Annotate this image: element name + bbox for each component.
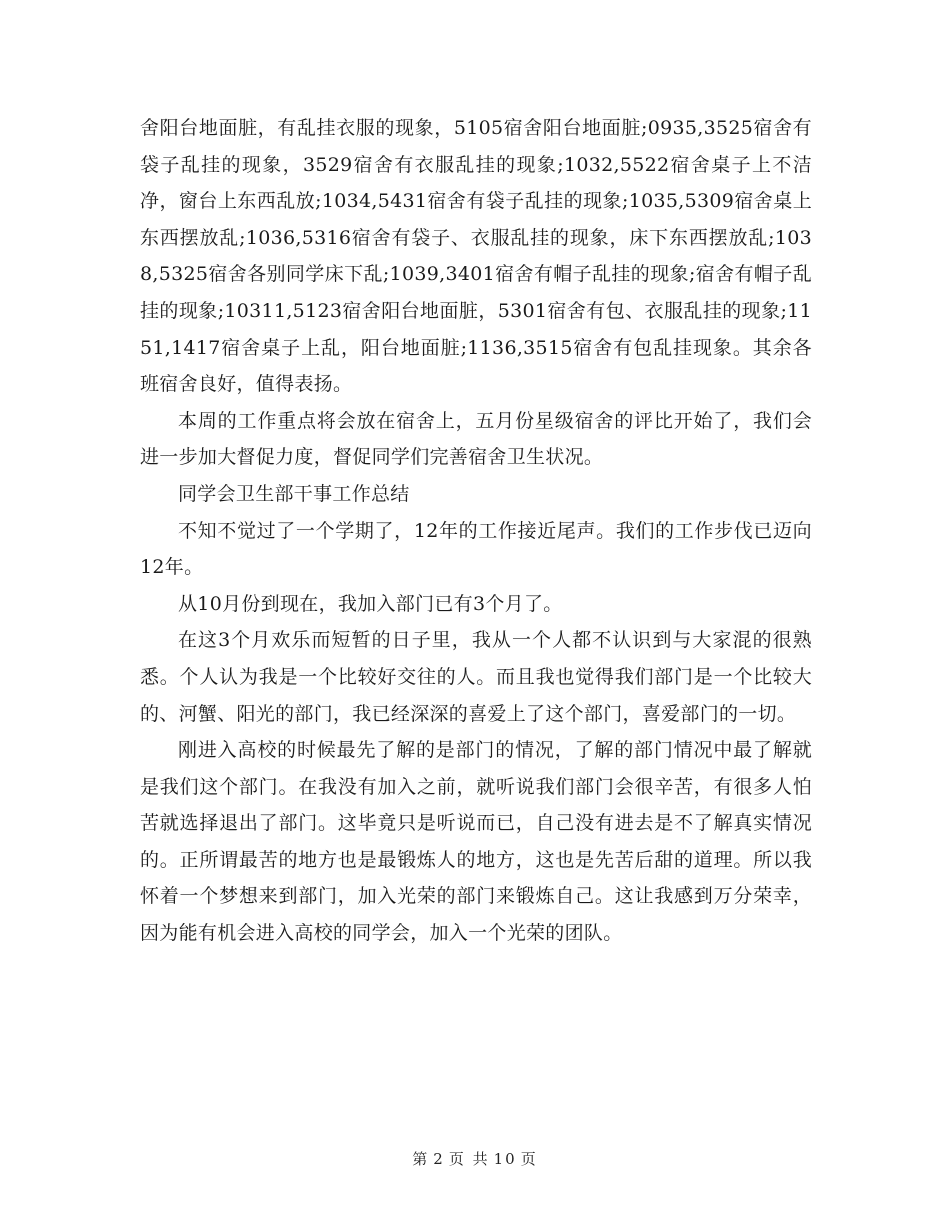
- paragraph-5: 在这3个月欢乐而短暂的日子里，我从一个人都不认识到与大家混的很熟悉。个人认为我是一个比较好交往的人。而且我也觉得我们部门是一个比较大的、河蟹、阳光的部门，我已经深深的喜爱上了这个部门，喜爱部门的一切。: [140, 629, 812, 725]
- footer-middle: 页 共: [448, 1150, 490, 1168]
- section-heading: 同学会卫生部干事工作总结: [178, 482, 410, 505]
- paragraph-1: 舍阳台地面脏，有乱挂衣服的现象，5105宿舍阳台地面脏;0935,3525宿舍有袋子乱挂的现象，3529宿舍有衣服乱挂的现象;1032,5522宿舍桌子上不洁净，窗台上东西乱放;1034,5431宿舍有袋子乱挂的现象;1035,5309宿舍桌上东西摆放乱;1036,5316宿舍有袋子、衣服乱挂的现象，床下东西摆放乱;1038,5325宿舍各别同学床下乱;1039,3401宿舍有帽子乱挂的现象;宿舍有帽子乱挂的现象;10311,5123宿舍阳台地面脏，5301宿舍有包、衣服乱挂的现象;1151,1417宿舍桌子上乱，阳台地面脏;1136,3515宿舍有包乱挂现象。其余各班宿舍良好，值得表扬。: [140, 117, 812, 396]
- footer-total-pages: 10: [493, 1150, 517, 1168]
- footer-prefix: 第: [412, 1150, 430, 1168]
- footer-current-page: 2: [433, 1150, 445, 1168]
- paragraph-4: 从10月份到现在，我加入部门已有3个月了。: [178, 592, 563, 615]
- document-body: [140, 110, 812, 952]
- paragraph-6: 刚进入高校的时候最先了解的是部门的情况，了解的部门情况中最了解就是我们这个部门。在我没有加入之前，就听说我们部门会很辛苦，有很多人怕苦就选择退出了部门。这毕竟只是听说而已，自己没有进去是不了解真实情况的。正所谓最苦的地方也是最锻炼人的地方，这也是先苦后甜的道理。所以我怀着一个梦想来到部门，加入光荣的部门来锻炼自己。这让我感到万分荣幸，因为能有机会进入高校的同学会，加入一个光荣的团队。: [140, 739, 812, 945]
- paragraph-2: 本周的工作重点将会放在宿舍上，五月份星级宿舍的评比开始了，我们会进一步加大督促力度，督促同学们完善宿舍卫生状况。: [140, 409, 812, 469]
- page-footer: [0, 1148, 950, 1169]
- paragraph-3: 不知不觉过了一个学期了，12年的工作接近尾声。我们的工作步伐已迈向12年。: [140, 519, 812, 579]
- footer-suffix: 页: [520, 1150, 538, 1168]
